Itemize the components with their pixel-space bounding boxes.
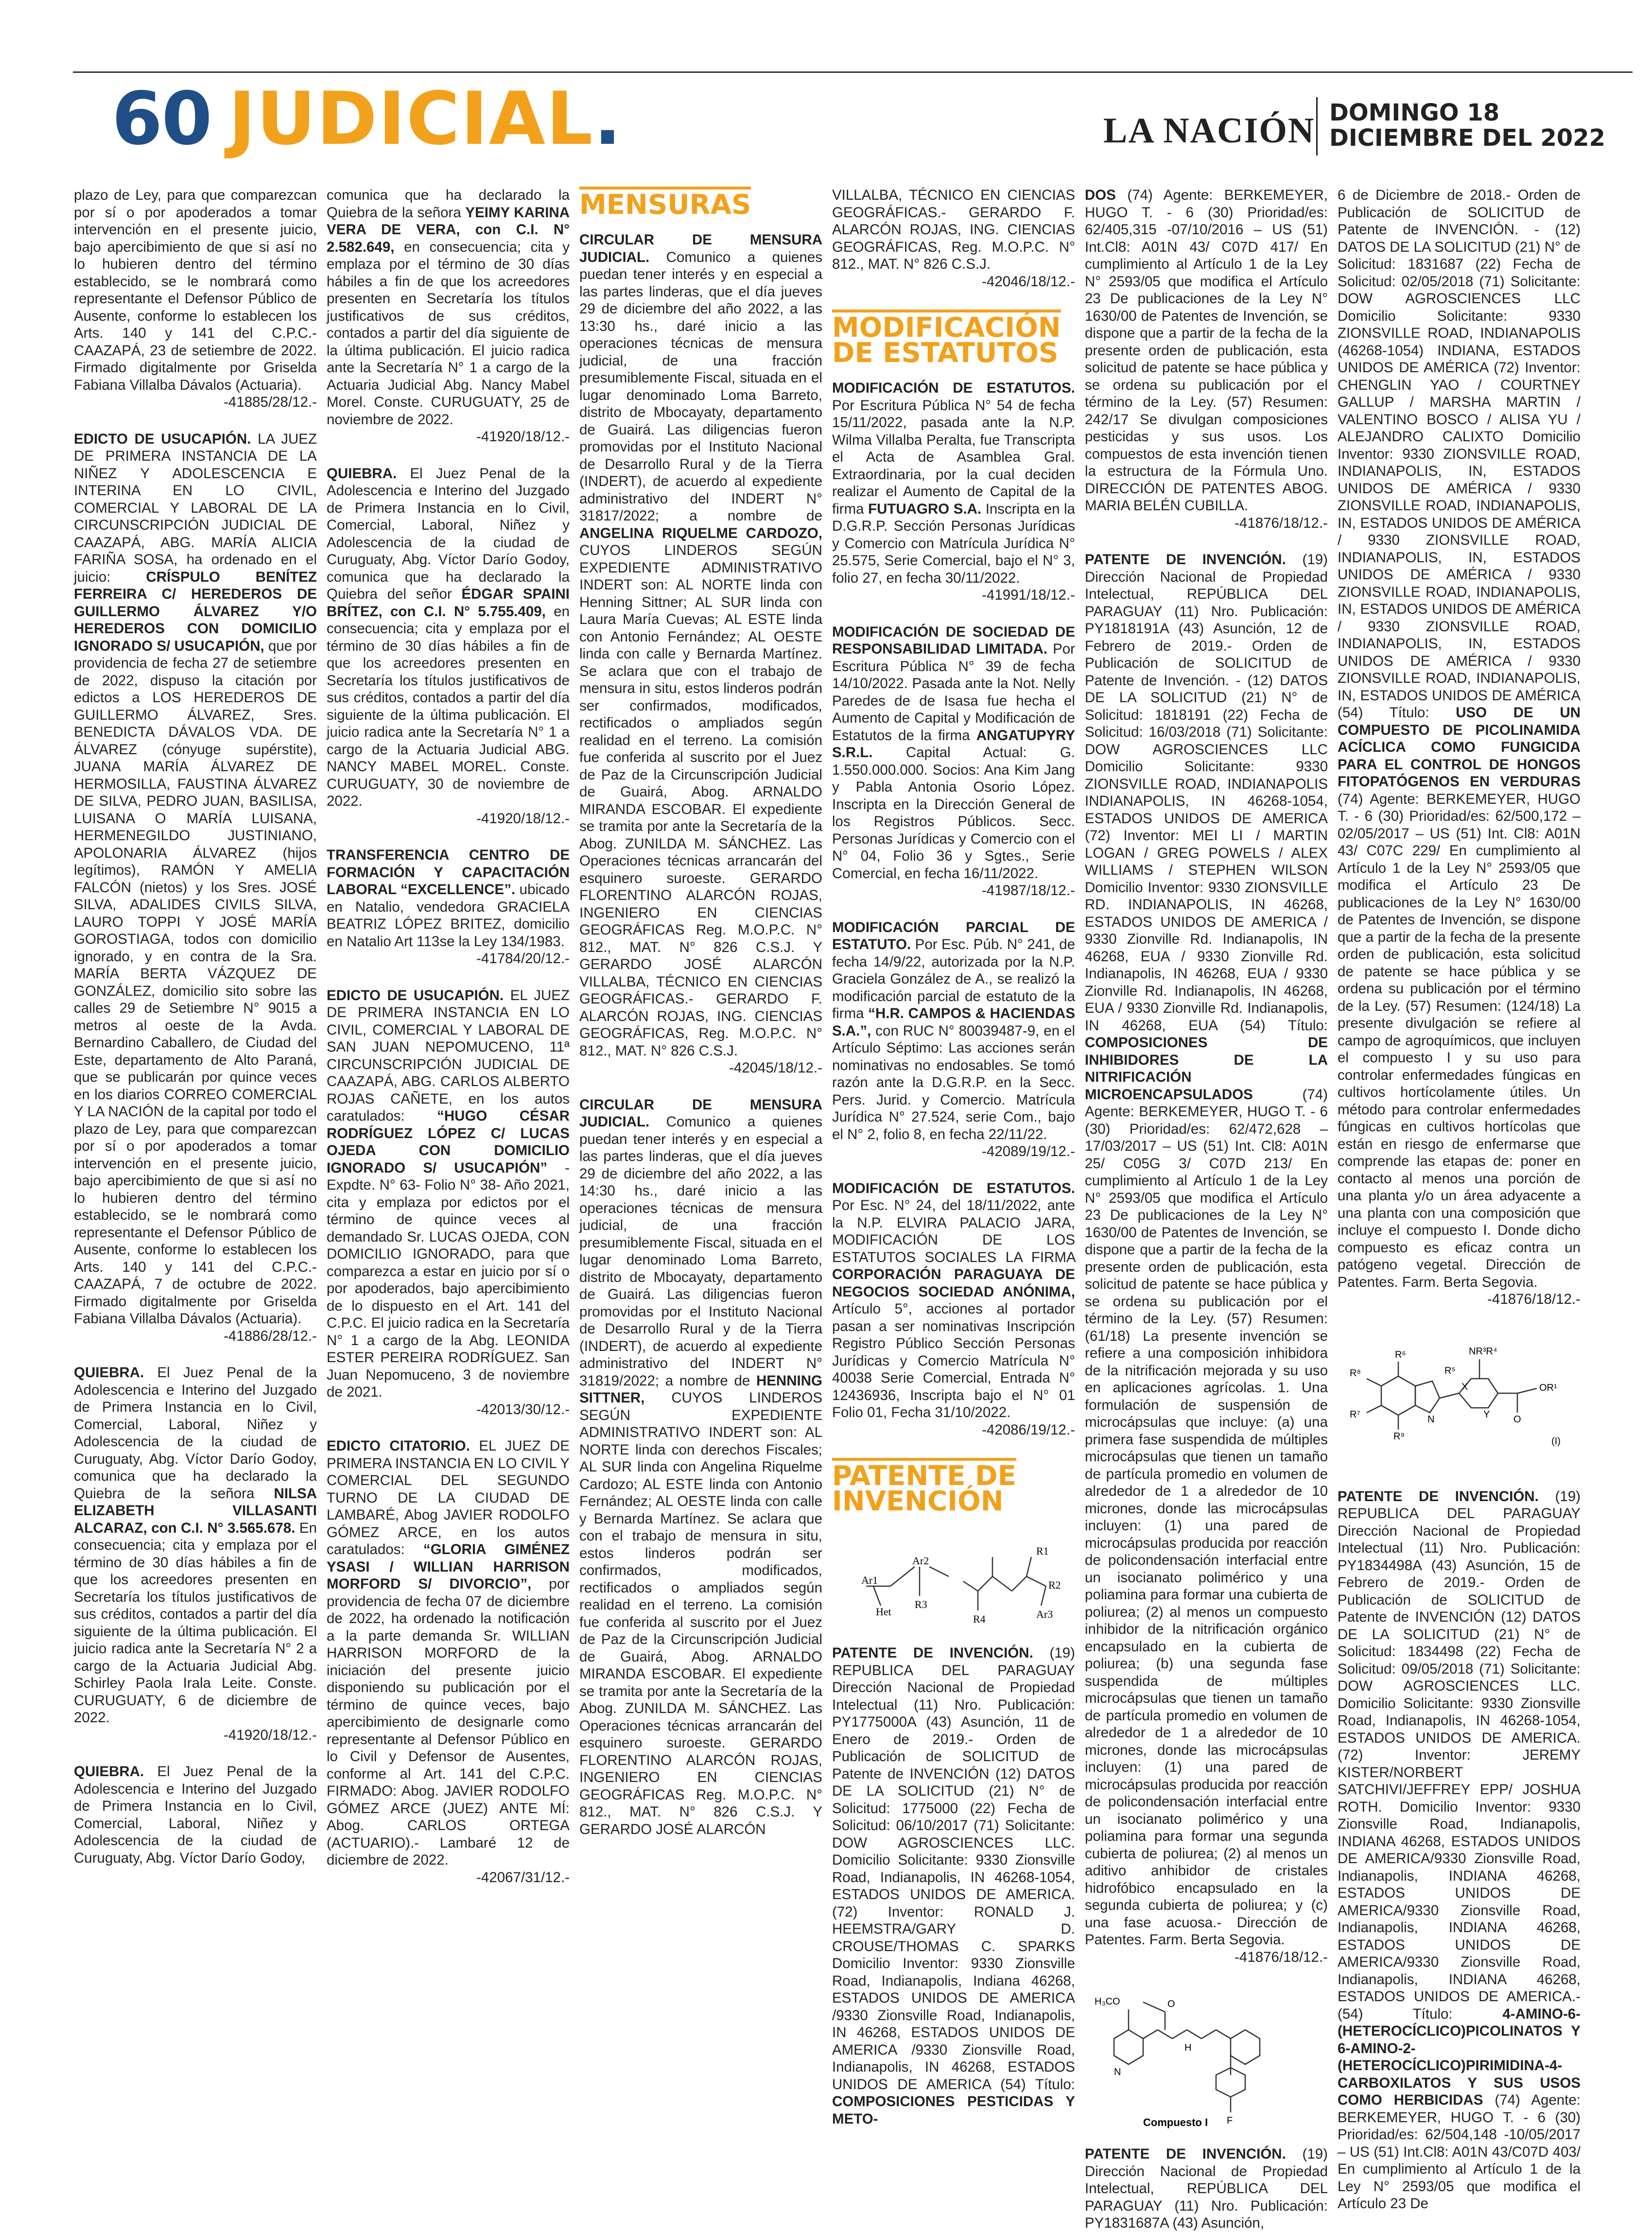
fig1-label: R1 xyxy=(1036,1545,1049,1557)
notice-ref: -41920/18/12.- xyxy=(476,810,570,827)
section-heading-line: INVENCIÓN xyxy=(832,1486,1004,1517)
chemical-structure-figure xyxy=(1338,1328,1581,1473)
notice-title: MODIFICACIÓN PARCIAL DE ESTATUTO. xyxy=(832,919,1075,952)
notice-body: LA JUEZ DE PRIMERA INSTANCIA DE LA NIÑEZ Y ADOLESCENCIA E INTERINA EN LO CIVIL, COMERCIAL Y LABORAL DE LA CIRCUNSCRIPCIÓN JUDICIAL DE CAAZAPÁ, ABG. MARÍA ALICIA FARIÑA SOSA, ha ordenado en el juicio: xyxy=(74,431,317,585)
notice-name: “H.R. CAMPOS & HACIENDAS S.A.”, xyxy=(832,1005,1075,1039)
notice-title: MODIFICACIÓN DE SOCIEDAD DE RESPONSABILIDAD LIMITADA. xyxy=(832,623,1075,657)
notice-title: PATENTE DE INVENCIÓN. xyxy=(1085,2146,1286,2162)
notice-body: comunica que ha declarado la Quiebra de la señora xyxy=(327,187,570,221)
issue-date-line1: DOMINGO 18 xyxy=(1329,99,1500,126)
notice-body: Comunico a quienes puedan tener interés y en especial a las partes linderas, que el día jueves 29 de diciembre del año 2022, a las 13:30 hs., daré inicio a las operaciones técnicas de mensura judicial, de una fracción presumiblemente Fiscal, situada en el lugar denominado Loma Barreto, distrito de Mbocayaty, departamento de Guairá. Las diligencias fueron promovidas por el Instituto Nacional de Desarrollo Rural y de la Tierra (INDERT), de acuerdo al expediente administrativo del INDERT N° 31817/2022; a nombre de xyxy=(579,249,822,524)
notice-ref: -42089/19/12.- xyxy=(982,1143,1075,1159)
notice-title: CIRCULAR DE MENSURA JUDICIAL. xyxy=(579,232,822,265)
chemical-structure-figure xyxy=(1085,1985,1328,2131)
notice-body: CUYOS LINDEROS SEGÚN EXPEDIENTE ADMINISTRATIVO INDERT son: AL NORTE linda con derechos Fiscales; AL SUR linda con Angelina Riquelme Cardozo; AL ESTE linda con Antonio Fernández; AL OESTE linda con calle y Bernarda Martínez. Se aclara que con el trabajo de mensura in situ, estos linderos podrán ser confirmados, modificados, rectificados o ampliados según realidad en el terreno. La comisión fue conferida al suscrito por el Juez de Paz de la Circunscripción Judicial de Guairá, Abog. ARNALDO MIRANDA ESCOBAR. El expediente se tramita por ante la Secretaría de la Abog. ZUNILDA M. SÁNCHEZ. Las Operaciones técnicas arrancarán del esquinero suroeste. GERARDO FLORENTINO ALARCÓN ROJAS, INGENIERO EN CIENCIAS GEOGRÁFICAS Reg. M.O.P.C. N° 812., MAT. N° 826 C.S.J. Y GERARDO JOSÉ ALARCÓN xyxy=(579,1390,822,1837)
notice-body: Inscripta en la D.G.R.P. Sección Personas Jurídicas y Comercio con Matrícula Jurídica N° 25.575, Serie Comercial, bajo el N° 3, folio 27, en fecha 30/11/2022. xyxy=(832,501,1076,586)
notice xyxy=(832,187,1075,290)
notice-name: ÉDGAR SPAINI BRÍTEZ, con C.I. N° 5.755.409, xyxy=(327,586,570,620)
notice-title: TRANSFERENCIA CENTRO DE FORMACIÓN Y CAPACITACIÓN LABORAL “EXCELLENCE”. xyxy=(327,847,570,898)
notice-ref: -41991/18/12.- xyxy=(982,587,1075,603)
notice-body: Artículo 5°, acciones al portador pasan a ser nominativas Inscripción Registro Público Sección Personas Jurídicas y Comercio Matrícula N° 40038 Serie Comercial, Entrada N° 12436936, Inscripta bajo el N° 01 Folio 01, Fecha 31/10/2022. xyxy=(832,1301,1075,1420)
newspaper-logo: LA NACIÓN xyxy=(1103,111,1315,151)
fig3-label: N xyxy=(1427,1414,1435,1425)
fig3-label: (I) xyxy=(1551,1436,1561,1447)
notice-body: Por Esc. N° 24, del 18/11/2022, ante la N.P. ELVIRA PALACIO JARA, MODIFICACIÓN DE LOS ESTATUTOS SOCIALES LA FIRMA xyxy=(832,1197,1075,1265)
notice-body: Comunico a quienes puedan tener interés y en especial a las partes linderas, que el día jueves 29 de diciembre del año 2022, a las 14:30 hs., daré inicio a las operaciones técnicas de mensura judicial, de una fracción presumiblemente Fiscal, situada en el lugar denominado Loma Barreto, distrito de Mbocayaty, departamento de Guairá. Las diligencias fueron promovidas por el Instituto Nacional de Desarrollo Rural y de la Tierra (INDERT), de acuerdo al expediente administrativo del INDERT N° 31819/2022; a nombre de xyxy=(579,1114,822,1389)
notice-ref: -41987/18/12.- xyxy=(982,882,1075,899)
fig3-label: R⁵ xyxy=(1444,1365,1456,1376)
fig1-label: Ar2 xyxy=(912,1555,929,1567)
notice-body: (19) Dirección Nacional de Propiedad Intelectual, REPÚBLICA DEL PARAGUAY (11) Nro. Publicación: PY1818191A (43) Asunción, 12 de Febrero de 2019.- Orden de Publicación de SOLICITUD de Patente de Invención. - (12) DATOS DE LA SOLICITUD (21) N° de Solicitud: 1818191 (22) Fecha de Solicitud: 16/03/2018 (71) Solicitante: DOW AGROSCIENCES LLC Domicilio Solicitante: 9330 ZIONSVILLE ROAD, INDIANAPOLIS INDIANAPOLIS, IN 46268-1054, ESTADOS UNIDOS DE AMERICA (72) Inventor: MEI LI / MARTIN LOGAN / GREG POWELS / ALEX WILLIAMS / STEPHEN WILSON Domicilio Inventor: 9330 ZIONSVILLE RD. INDIANAPOLIS, IN 46268, ESTADOS UNIDOS DE AMERICA / 9330 Zionville Rd. Indianapolis, IN 46268, EUA / 9330 Zionville Rd. Indianapolis, IN 46268, EUA / 9330 Zionville Rd. Indianapolis, IN 46268, EUA / 9330 Zionville Rd. Indianapolis, IN 46268, EUA (54) Título: xyxy=(1085,552,1328,1034)
section-title xyxy=(228,77,623,161)
fig3-label: Y xyxy=(1483,1409,1490,1420)
section-title-dot: . xyxy=(593,77,623,161)
notice-name: CORPORACIÓN PARAGUAYA DE NEGOCIOS SOCIEDAD ANÓNIMA, xyxy=(832,1266,1075,1300)
column-4 xyxy=(832,187,1076,2127)
notice-title: EDICTO CITATORIO. xyxy=(327,1438,470,1454)
fig2-label: H xyxy=(1184,2042,1192,2053)
notice-body: 6 de Diciembre de 2018.- Orden de Publicación de SOLICITUD de Patente de INVENCIÓN. - (12) DATOS DE LA SOLICITUD (21) N° de Solicitud: 1831687 (22) Fecha de Solicitud: 02/05/2018 (71) Solicitante: DOW AGROSCIENCES LLC Domicilio Solicitante: 9330 ZIONSVILLE ROAD, INDIANAPOLIS (46268-1054) INDIANA, ESTADOS UNIDOS DE AMÉRICA (72) Inventor: CHENGLIN YAO / COURTNEY GALLUP / MARSHA MARTIN / VALENTINO BOSCO / ALISA YU / ALEJANDRO CALIXTO Domicilio Inventor: 9330 ZIONSVILLE ROAD, INDIANAPOLIS, IN, ESTADOS UNIDOS DE AMÉRICA / 9330 ZIONSVILLE ROAD, INDIANAPOLIS, IN, ESTADOS UNIDOS DE AMÉRICA / 9330 ZIONSVILLE ROAD, INDIANAPOLIS, IN, ESTADOS UNIDOS DE AMÉRICA / 9330 ZIONSVILLE ROAD, INDIANAPOLIS, IN, ESTADOS UNIDOS DE AMÉRICA / 9330 ZIONSVILLE ROAD, INDIANAPOLIS, IN, ESTADOS UNIDOS DE AMÉRICA / 9330 ZIONSVILLE ROAD, INDIANAPOLIS, IN, ESTADOS UNIDOS DE AMÉRICA (54) Título: xyxy=(1338,187,1581,721)
notice-body: que por providencia de fecha 27 de setiembre de 2022, dispuso la citación por edictos a LOS HEREDEROS DE GUILLERMO ÁLVAREZ, Sres. BENEDICTA DÁVALOS VDA. DE ÁLVAREZ (cónyuge supérstite), JUANA MARÍA ÁLVAREZ DE HERMOSILLA, FAUSTINA ÁLVAREZ DE SILVA, PEDRO JUAN, BASILISA, LUISANA O MARÍA LUISANA, HERMENEGILDO JUSTINIANO, APOLONARIA ÁLVAREZ (hijos legítimos), RAMÓN Y AMELIA FALCÓN (nietos) y los Sres. JOSÉ SILVA, ADALIDES CIVILS SILVA, LAURO TOPPI Y JOSÉ MARÍA GOROSTIAGA, todos con domicilio ignorado, y en contra de la Sra. MARÍA BERTA VÁZQUEZ DE GONZÁLEZ, domicilio sito sobre las calles 29 de Setiembre N° 9015 a metros al oeste de la Avda. Bernardino Caballero, de Ciudad del Este, departamento de Alto Paraná, que se publicarán por quince veces en los diarios CORREO COMERCIAL Y LA NACIÓN de la capital por todo el plazo de Ley, para que comparezcan por sí o por apoderados a tomar intervención en el presente juicio, bajo apercibimiento de que si así no lo hubieren dentro del término establecido, se le nombrará como representante el Defensor Público de Ausente, conforme lo establecen los Arts. 140 y 141 del C.P.C.- CAAZAPÁ, 7 de octubre de 2022. Firmado digitalmente por Griselda Fabiana Villalba Dávalos (Actuaria). xyxy=(74,638,317,1327)
section-heading-modificacion xyxy=(832,310,1061,369)
notice-ref: -41876/18/12.- xyxy=(1487,1291,1581,1307)
fig1-label: Het xyxy=(876,1606,891,1618)
notice-title: QUIEBRA. xyxy=(327,465,397,482)
fig3-label: O xyxy=(1513,1414,1521,1425)
notice-ref: -41885/28/12.- xyxy=(224,394,317,410)
notice-title: PATENTE DE INVENCIÓN. xyxy=(1338,1488,1539,1505)
fig3-label: OR¹ xyxy=(1539,1382,1557,1393)
notice-body: Por Escritura Pública N° 39 de fecha 14/10/2022. Pasada ante la Not. Nelly Paredes de de Isasa fue hecha el Aumento de Capital y Modificación de Estatutos de la firma xyxy=(832,641,1075,744)
notice-body: (19) REPUBLICA DEL PARAGUAY Dirección Nacional de Propiedad Intelectual (11) Nro. Publicación: PY1834498A (43) Asunción, 15 de Febrero de 2019.- Orden de Publicación de SOLICITUD de Patente de INVENCIÓN (12) DATOS DE LA SOLICITUD (21) N° de Solicitud: 1834498 (22) Fecha de Solicitud: 09/05/2018 (71) Solicitante: DOW AGROSCIENCES LLC. Domicilio Solicitante: 9330 Zionsville Road, Indianapolis, IN 46268-1054, ESTADOS UNIDOS DE AMERICA. (72) Inventor: JEREMY KISTER/NORBERT SATCHIVI/JEFFREY EPP/ JOSHUA ROTH. Domicilio Inventor: 9330 Zionsville Road, Indianapolis, INDIANA 46268, ESTADOS UNIDOS DE AMERICA/9330 Zionsville Road, Indianapolis, INDIANA 46268, ESTADOS UNIDOS DE AMERICA/9330 Zionsville Road, Indianapolis, INDIANA 46268, ESTADOS UNIDOS DE AMERICA/9330 Zionsville Road, Indianapolis, INDIANA 46268, ESTADOS UNIDOS DE AMERICA.- (54) Título: xyxy=(1338,1488,1581,2022)
fig3-label: X xyxy=(1461,1381,1468,1392)
notice-body: ubicado en Natalio, vendedora GRACIELA BEATRIZ LÓPEZ BRITEZ, domicilio en Natalio Art 113se la Ley 134/1983. xyxy=(327,882,570,950)
notice xyxy=(832,919,1075,1160)
section-title-text: JUDICIAL xyxy=(228,77,594,161)
notice-body: Por Esc. Púb. N° 241, de fecha 14/9/22, autorizada por la N.P. Graciela González de A., se realizó la modificación parcial de estatuto de la firma xyxy=(832,936,1076,1021)
notice-name: USO DE UN COMPUESTO DE PICOLINAMIDA ACÍCLICA COMO FUNGICIDA PARA EL CONTROL DE HONGOS FITOPATÓGENOS EN VERDURAS xyxy=(1338,705,1581,790)
notice-ref: -41876/18/12.- xyxy=(1235,515,1328,531)
notice xyxy=(579,231,822,1077)
notice-ref: -41876/18/12.- xyxy=(1235,1949,1328,1965)
fig3-label: R⁶ xyxy=(1395,1349,1406,1360)
notice-title: MODIFICACIÓN DE ESTATUTOS. xyxy=(832,1180,1075,1196)
notice-name: HENNING SITTNER, xyxy=(579,1372,822,1406)
notice-body: - Expdte. N° 63- Folio N° 38- Año 2021, cita y emplaza por edictos por el término de quince veces al demandado Sr. LUCAS OJEDA, CON DOMICILIO IGNORADO, para que comparezca a estar en juicio por sí o por apoderados, bajo apercibimiento de lo dispuesto en el Art. 141 del C.P.C. El juicio radica en la Secretaría N° 1 a cargo de la Abg. LEONIDA ESTER PEREIRA RODRÍGUEZ. San Juan Nepomuceno, 3 de noviembre de 2021. xyxy=(327,1159,570,1400)
notice xyxy=(1085,187,1328,532)
notice xyxy=(1085,2145,1328,2232)
notice-body: (74) Agente: BERKEMEYER, HUGO T. - 6 (30) Prioridad/es: 62/472,628 – 17/03/2017 – US (51) Int. Cl8: A01N 25/ C05G 3/ C07D 213/ En cumplimiento al Artículo 1 de la Ley N° 2593/05 que modifica el Artículo 23 De publicaciones de la Ley N° 1630/00 de Patentes de Invención, se dispone que a partir de la fecha de la presente orden de publicación, esta solicitud de patente se hace pública y se ordena su publicación por el término de la Ley. (57) Resumen: (61/18) La presente invención se refiere a una composición inhibidora de la nitrificación mejorada y su uso en aplicaciones agrícolas. 1. Una formulación de suspensión de microcápsulas que incluye: (a) una primera fase suspendida de múltiples microcápsulas que tienen un tamaño de partícula promedio en volumen de alrededor de 1 a alrededor de 10 micrones, donde las microcápsulas incluyen: (1) una pared de microcápsulas producida por reacción de policondensación interfacial entre un isocianato polimérico y una poliamina para formar una cubierta de poliurea; (2) al menos un compuesto inhibidor de la nitrificación orgánico encapsulado en la cubierta de poliurea; (b) una segunda fase suspendida de múltiples microcápsulas que tienen un tamaño de partícula promedio en volumen de alrededor de 1 a alrededor de 10 micrones, donde las microcápsulas incluyen: (1) una pared de microcápsulas producida por reacción de policondensación interfacial entre un isocianato polimérico y una poliamina para formar una segunda cubierta de poliurea; (2) al menos un aditivo anhibidor de cristales hidrofóbico encapsulado en la segunda cubierta de poliurea; y (c) una fase acuosa.- Dirección de Patentes. Farm. Berta Segovia. xyxy=(1085,1086,1328,1948)
fig2-label: N xyxy=(1114,2067,1121,2077)
notice-body: El Juez Penal de la Adolescencia e Interino del Juzgado de Primera Instancia en lo Civil, Comercial, Laboral, Niñez y Adolescencia de la ciudad de Curuguaty, Abg. Víctor Darío Godoy, xyxy=(74,1764,317,1866)
notice-ref: -42067/31/12.- xyxy=(476,1869,570,1886)
notice-title: EDICTO DE USUCAPIÓN. xyxy=(74,431,251,447)
notice-body: por providencia de fecha 07 de diciembre de 2022, ha ordenado la notificación a la parte demanda Sr. WILLIAN HARRISON MORFORD de la iniciación del presente juicio disponiendo su publicación por el término de quince veces, bajo apercibimiento de designarle como representante al Defensor Público en lo Civil y Defensor de Ausentes, conforme al Art. 141 del C.P.C. FIRMADO: Abog. JAVIER RODOLFO GÓMEZ ARCE (JUEZ) ANTE MÍ: Abog. CARLOS ORTEGA (ACTUARIO).- Lambaré 12 de diciembre de 2022. xyxy=(327,1576,570,1868)
column-6 xyxy=(1338,187,1581,2212)
notice xyxy=(1085,551,1328,1966)
notice-title: PATENTE DE INVENCIÓN. xyxy=(832,1645,1033,1661)
notice-title: EDICTO DE USUCAPIÓN. xyxy=(327,987,504,1004)
notice-name: YEIMY KARINA VERA DE VERA, con C.I. N° 2.582.649, xyxy=(327,204,570,255)
notice xyxy=(327,465,570,828)
notice-body: plazo de Ley, para que comparezcan por sí o por apoderados a tomar intervención en el presente juicio, bajo apercibimiento de que si así no lo hubieren dentro del término establecido, se le nombrará como representante el Defensor Público de Ausente, conforme lo establecen los Arts. 140 y 141 del C.P.C.- CAAZAPÁ, 23 de setiembre de 2022. Firmado digitalmente por Griselda Fabiana Villalba Dávalos (Actuaria). xyxy=(74,187,317,393)
notice-body: (74) Agente: BERKEMEYER, HUGO T. - 6 (30) Prioridad/es: 62/504,148 -10/05/2017 – US (51) Int.Cl8: A01N 43/C07D 403/ En cumplimiento al Artículo 1 de la Ley N° 2593/05 que modifica el Artículo 23 De xyxy=(1338,2092,1581,2212)
notice-name: FUTUAGRO S.A. xyxy=(868,501,982,517)
fig3-label: R⁹ xyxy=(1393,1431,1405,1442)
notice-ref: -41920/18/12.- xyxy=(224,1727,317,1743)
fig1-label: Ar3 xyxy=(1036,1608,1053,1620)
notice-body: (19) REPUBLICA DEL PARAGUAY Dirección Nacional de Propiedad Intelectual (11) Nro. Publicación: PY1775000A (43) Asunción, 11 de Enero de 2019.- Orden de Publicación de SOLICITUD de Patente de INVENCIÓN (12) DATOS DE LA SOLICITUD (21) N° de Solicitud: 1775000 (22) Fecha de Solicitud: 06/10/2017 (71) Solicitante: DOW AGROSCIENCES LLC. Domicilio Solicitante: 9330 Zionsville Road, Indianapolis, IN 46268-1054, ESTADOS UNIDOS DE AMERICA. (72) Inventor: RONALD J. HEEMSTRA/GARY D. CROUSE/THOMAS C. SPARKS Domicilio Inventor: 9330 Zionsville Road, Indianapolis, Indiana 46268, ESTADOS UNIDOS DE AMERICA /9330 Zionsville Road, Indianapolis, IN 46268, ESTADOS UNIDOS DE AMERICA /9330 Zionsville Road, Indianapolis, IN 46268, ESTADOS UNIDOS DE AMERICA (54) Título: xyxy=(832,1645,1075,2093)
header-divider xyxy=(1316,97,1318,156)
notice xyxy=(832,1644,1075,2128)
notice xyxy=(74,187,317,411)
notice-body: en consecuencia; cita y emplaza por el término de 30 días hábiles a fin de que los acreedores presenten en Secretaría los títulos justificativos de sus créditos, contados a partir del día siguiente de la última publicación. El juicio radica ante la Secretaría N° 1 a cargo de la Actuaria Judicial Abg. Nancy Mabel Morel. Conste. CURUGUATY, 25 de noviembre de 2022. xyxy=(327,239,570,428)
notice-ref: -41886/28/12.- xyxy=(224,1328,317,1344)
notice-name: NILSA ELIZABETH VILLASANTI ALCARAZ, con C.I. N° 3.565.678. xyxy=(74,1485,317,1536)
fig2-label: O xyxy=(1167,1999,1175,2009)
section-heading-line: DE ESTATUTOS xyxy=(832,337,1059,369)
notice xyxy=(327,987,570,1419)
column-1 xyxy=(74,187,317,2087)
notice-title: QUIEBRA. xyxy=(74,1365,144,1381)
notice-body: Capital Actual: G. 1.550.000.000. Socios: Ana Kim Jang y Pabla Antonia Osorio López. Inscripta en la Dirección General de los Registros Públicos. Secc. Personas Jurídicas y Comercio con el N° 04, Folio 36 y Sgtes., Serie Comercial, en fecha 16/11/2022. xyxy=(832,744,1075,882)
notice xyxy=(1338,187,1581,1308)
notice-body: (74) Agente: BERKEMEYER, HUGO T. - 6 (30) Prioridad/es: 62/500,172 – 02/05/2017 – US (51) Int. Cl8: A01N 43/ C07C 229/ En cumplimiento al Artículo 1 de la Ley N° 2593/05 que modifica el Artículo 23 De publicaciones de la Ley N° 1630/00 de Patentes de Invención, se dispone que a partir de la fecha de la presente orden de publicación, esta solicitud de patente se hace pública y se ordena su publicación por el término de la Ley. (57) Resumen: (124/18) La presente divulgación se refiere al campo de agroquímicos, que incluyen el compuesto I y su uso para controlar enfermedades fúngicas en cultivos hortícolamente útiles. Un método para controlar enfermedades fúngicas en cultivos hortícolas que están en riesgo de enfermarse que comprende las etapas de: poner en contacto al menos una porción de una planta y/o un área adyacente a una planta con una composición que incluye el compuesto I. Donde dicho compuesto es eficaz contra un patógeno vegetal. Dirección de Patentes. Farm. Berta Segovia. xyxy=(1338,791,1581,1290)
fig3-label: NR³R⁴ xyxy=(1469,1346,1497,1357)
notice-name: DOS xyxy=(1085,187,1116,203)
notice xyxy=(832,623,1075,900)
notice-body: (19) Dirección Nacional de Propiedad Intelectual, REPÚBLICA DEL PARAGUAY (11) Nro. Publicación: PY1831687A (43) Asunción, xyxy=(1085,2146,1328,2231)
notice-case: “GLORIA GIMÉNEZ YSASI / WILLIAN HARRISON MORFORD S/ DIVORCIO”, xyxy=(327,1541,570,1592)
fig2-caption: Compuesto I xyxy=(1143,2116,1208,2128)
notice-name: COMPOSICIONES PESTICIDAS Y METO- xyxy=(832,2094,1075,2127)
notice-ref: -42086/19/12.- xyxy=(982,1421,1075,1438)
fig3-label: R⁸ xyxy=(1350,1367,1361,1379)
notice-body: EL JUEZ DE PRIMERA INSTANCIA EN LO CIVIL, COMERCIAL Y LABORAL DE SAN JUAN NEPOMUCENO, 11ª CIRCUNSCRIPCIÓN JUDICIAL DE CAAZAPÁ, ABG. CARLOS ALBERTO ROJAS CAÑETE, en los autos caratulados: xyxy=(327,987,570,1124)
notice-body: En consecuencia; cita y emplaza por el término de 30 días hábiles a fin de que los acreedores presenten en Secretaría los títulos justificativos de sus créditos, contados a partir del día siguiente de la última publicación. El juicio radica ante la Secretaría N° 2 a cargo de la Actuaria Judicial Abg. Schirley Paola Irala Leite. Conste. CURUGUATY, 6 de diciembre de 2022. xyxy=(74,1520,317,1726)
notice-ref: -42045/18/12.- xyxy=(729,1060,822,1076)
notice-body: Por Escritura Pública N° 54 de fecha 15/11/2022, pasada ante la N.P. Wilma Villalba Peralta, fue Transcripta el Acta de Asamblea Gral. Extraordinaria, por la cual deciden realizar el Aumento de Capital de la firma xyxy=(832,397,1075,517)
notice-body: El Juez Penal de la Adolescencia e Interino del Juzgado de Primera Instancia en lo Civil, Comercial, Laboral, Niñez y Adolescencia de la ciudad de Curuguaty, Abg. Víctor Darío Godoy, comunica que ha declarado la Quiebra de la señora xyxy=(74,1365,317,1502)
header-rule xyxy=(73,71,1633,73)
fig3-label: R⁷ xyxy=(1350,1409,1360,1420)
notice-name: ANGELINA RIQUELME CARDOZO, xyxy=(579,525,822,541)
notice xyxy=(74,1364,317,1744)
notice xyxy=(327,1437,570,1886)
chemical-structure-figure xyxy=(832,1528,1075,1630)
notice-body: con RUC N° 80039487-9, en el Artículo Séptimo: Las acciones serán nominativas no endosables. Se tomó razón ante la D.G.R.P. en la Secc. Pers. Jurid. y Comercio. Matrícula Jurídica N° 27.524, serie Com., bajo el N° 2, folio 8, en fecha 22/11/22. xyxy=(832,1022,1075,1142)
notice-name: COMPOSICIONES DE INHIBIDORES DE LA NITRIFICACIÓN MICROENCAPSULADOS xyxy=(1085,1035,1328,1103)
notice xyxy=(832,1180,1075,1439)
notice-body: EL JUEZ DE PRIMERA INSTANCIA EN LO CIVIL Y COMERCIAL DEL SEGUNDO TURNO DE LA CIUDAD DE LAMBARÉ, Abog JAVIER RODOLFO GÓMEZ ARCE, en los autos caratulados: xyxy=(327,1438,570,1557)
issue-date-line2: DICIEMBRE DEL 2022 xyxy=(1329,124,1605,152)
notice-body: VILLALBA, TÉCNICO EN CIENCIAS GEOGRÁFICAS.- GERARDO F. ALARCÓN ROJAS, ING. CIENCIAS GEOGRÁFICAS, Reg. M.O.P.C. N° 812., MAT. N° 826 C.S.J. xyxy=(832,187,1075,272)
notice xyxy=(579,1096,822,1838)
notice-body: El Juez Penal de la Adolescencia e Interino del Juzgado de Primera Instancia en lo Civil, Comercial, Laboral, Niñez y Adolescencia de la ciudad de Curuguaty, Abg. Víctor Darío Godoy, comunica que ha declarado la Quiebra del señor xyxy=(327,465,570,602)
section-heading-patente xyxy=(832,1458,1016,1517)
notice xyxy=(327,187,570,446)
notice-ref: -42013/30/12.- xyxy=(476,1401,570,1418)
notice-body: (74) Agente: BERKEMEYER, HUGO T. - 6 (30) Prioridad/es: 62/405,315 -07/10/2016 – US (51) Int.Cl8: A01N 43/ C07D 417/ En cumplimiento al Artículo 1 de la Ley N° 2593/05 que modifica el Artículo 23 De publicaciones de la Ley N° 1630/00 de Patentes de Invención, se dispone que a partir de la fecha de la presente orden de publicación, esta solicitud de patente se hace pública y se ordena su publicación por el término de la Ley. (57) Resumen: 242/17 Se divulgan composiciones pesticidas y sus usos. Los compuestos de esta invención tienen la estructura de la Fórmula Uno. DIRECCIÓN DE PATENTES ABOG. MARIA BELÉN CUBILLA. xyxy=(1085,187,1328,514)
column-2 xyxy=(327,187,570,2087)
notice xyxy=(1338,1488,1581,2213)
fig1-label: R2 xyxy=(1048,1579,1061,1591)
notice xyxy=(74,1763,317,1867)
fig1-label: R3 xyxy=(915,1598,927,1610)
notice-ref: -42046/18/12.- xyxy=(982,273,1075,290)
notice xyxy=(74,431,317,1345)
notice-case: “HUGO CÉSAR RODRÍGUEZ LÓPEZ C/ LUCAS OJEDA CON DOMICILIO IGNORADO S/ USUCAPIÓN” xyxy=(327,1108,570,1176)
column-3 xyxy=(579,187,822,2087)
notice-title: QUIEBRA. xyxy=(74,1764,144,1780)
notice xyxy=(327,847,570,968)
fig2-label: H₃CO xyxy=(1095,1996,1120,2007)
notice-body: en consecuencia; cita y emplaza por el término de 30 días hábiles a fin de que los acreedores presenten en Secretaría los títulos justificativos de sus créditos, contados a partir del día siguiente de la última publicación. El juicio radica ante la Secretaría N° 1 a cargo de la Actuaria Judicial ABG. NANCY MABEL MOREL. Conste. CURUGUATY, 30 de noviembre de 2022. xyxy=(327,603,570,809)
notice-ref: -41920/18/12.- xyxy=(476,429,570,445)
notice-body: CUYOS LINDEROS SEGÚN EXPEDIENTE ADMINISTRATIVO INDERT son: AL NORTE linda con Henning Sittner; AL SUR linda con Laura María Cuevas; AL ESTE linda con Antonio Fernández; AL OESTE linda con calle y Bernarda Martínez. Se aclara que con el trabajo de mensura in situ, estos linderos podrán ser confirmados, modificados, rectificados o ampliados según realidad en el terreno. La comisión fue conferida al suscrito por el Juez de Paz de la Circunscripción Judicial de Guairá, Abog. ARNALDO MIRANDA ESCOBAR. El expediente se tramita por ante la Secretaría de la Abog. ZUNILDA M. SÁNCHEZ. Las Operaciones técnicas arrancarán del esquinero suroeste. GERARDO FLORENTINO ALARCÓN ROJAS, INGENIERO EN CIENCIAS GEOGRÁFICAS Reg. M.O.P.C. N° 812., MAT. N° 826 C.S.J. Y GERARDO JOSÉ ALARCÓN VILLALBA, TÉCNICO EN CIENCIAS GEOGRÁFICAS.- GERARDO F. ALARCÓN ROJAS, ING. CIENCIAS GEOGRÁFICAS, Reg. M.O.P.C. N° 812., MAT. N° 826 C.S.J. xyxy=(579,542,822,1059)
column-5 xyxy=(1085,187,1328,2231)
section-heading-line: MODIFICACIÓN xyxy=(832,312,1061,344)
notice-title: PATENTE DE INVENCIÓN. xyxy=(1085,552,1286,568)
section-heading-mensuras: MENSURAS xyxy=(579,187,751,218)
fig2-label: F xyxy=(1227,2115,1233,2126)
notice-title: MODIFICACIÓN DE ESTATUTOS. xyxy=(832,380,1075,396)
issue-date xyxy=(1329,100,1605,151)
page-number: 60 xyxy=(112,77,211,161)
fig1-label: R4 xyxy=(973,1613,986,1625)
section-heading-line: PATENTE DE xyxy=(832,1460,1016,1492)
notice-name: ANGATUPYRY S.R.L. xyxy=(832,727,1076,761)
notice xyxy=(832,380,1075,604)
fig1-label: Ar1 xyxy=(861,1574,878,1586)
notice-name: 4-AMINO-6-(HETEROCÍCLICO)PICOLINATOS Y 6-AMINO-2-(HETEROCÍCLICO)PIRIMIDINA-4- CARBOXILATOS Y SUS USOS COMO HERBICIDAS xyxy=(1338,2006,1581,2108)
notice-title: CIRCULAR DE MENSURA JUDICIAL. xyxy=(579,1096,822,1130)
notice-ref: -41784/20/12.- xyxy=(476,951,570,967)
notice-case: CRÍSPULO BENÍTEZ FERREIRA C/ HEREDEROS DE GUILLERMO ÁLVAREZ Y/O HEREDEROS CON DOMICILIO IGNORADO S/ USUCAPIÓN, xyxy=(74,569,317,654)
